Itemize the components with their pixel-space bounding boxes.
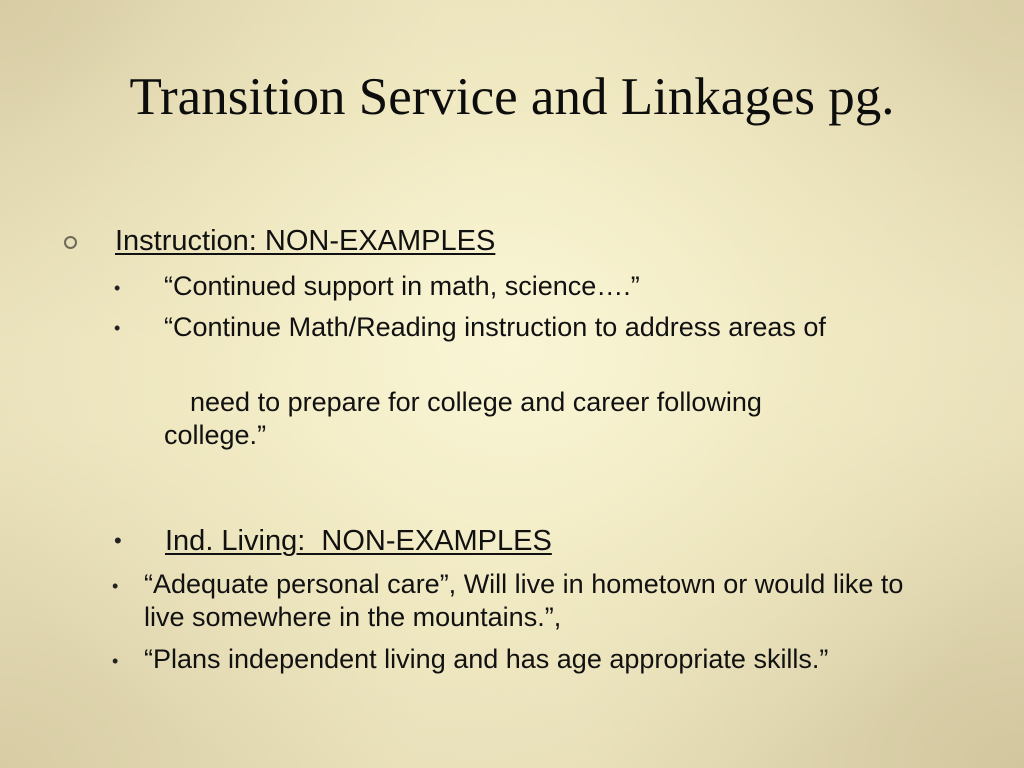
bullet-icon: • [112,651,119,671]
instruction-item-1: “Continued support in math, science….” [164,271,640,301]
instruction-item-2-end: college.” [164,420,267,450]
bullet-icon: • [114,278,121,298]
bullet-icon: • [112,576,119,596]
instruction-item-2-continuation: need to prepare for college and career following [190,387,762,417]
ind-living-item-2: “Plans independent living and has age appropriate skills.” [144,644,829,674]
bullet-icon: • [114,318,121,338]
bullet-icon: • [114,528,122,553]
ind-living-heading: Ind. Living: NON-EXAMPLES [165,525,552,557]
ind-living-item-1: “Adequate personal care”, Will live in hometown or would like to live somewhere in the mountains.”, [144,569,904,632]
slide-title: Transition Service and Linkages pg. [129,68,895,126]
instruction-heading: Instruction: NON-EXAMPLES [115,225,496,257]
circle-bullet-icon [64,236,77,249]
instruction-item-2: “Continue Math/Reading instruction to address areas of [164,312,826,342]
